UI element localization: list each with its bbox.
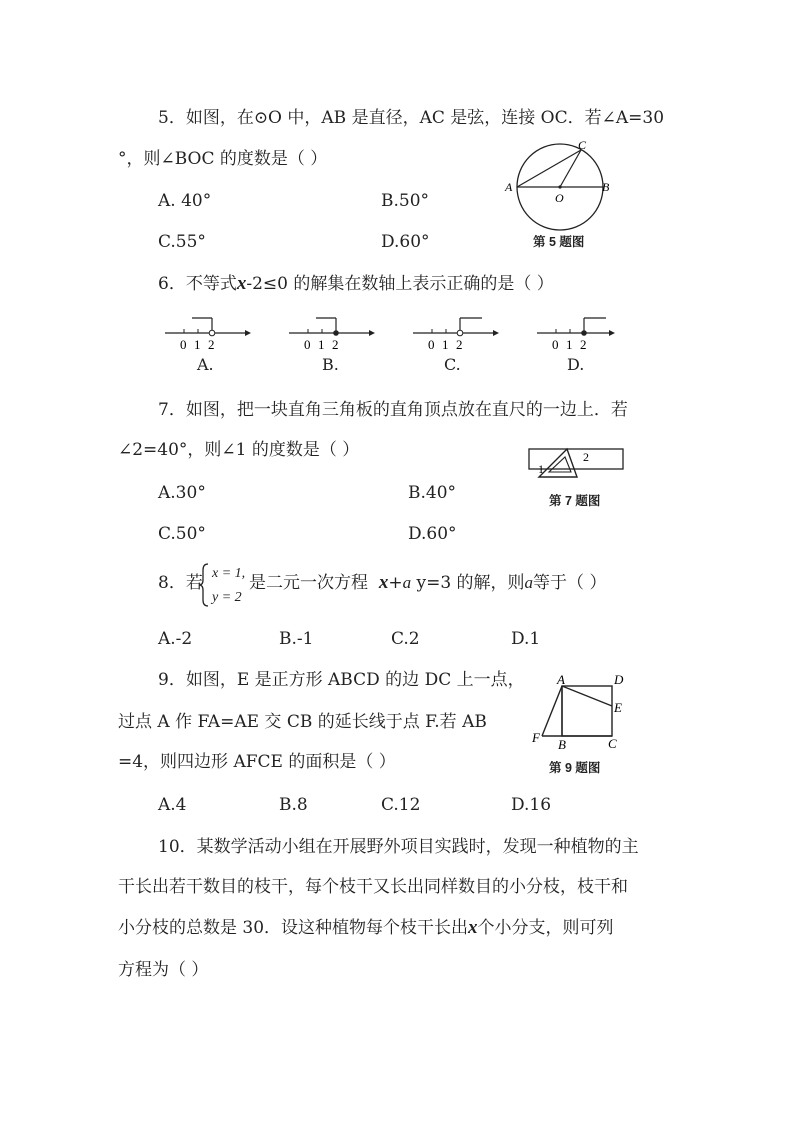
q6-number-line-b: [287, 313, 377, 353]
q7-angle-1-label: 1: [538, 462, 544, 476]
q10-stem-line4: 方程为（ ）: [118, 960, 209, 980]
q8-eq-y: y = 2: [212, 590, 242, 605]
q7-option-c: C.50°: [158, 524, 206, 544]
q6-d-tick-0: 0: [552, 337, 559, 352]
q6-a-tick-2: 2: [208, 337, 215, 352]
q6-number-line-a: [163, 313, 253, 353]
q5-option-a: A. 40°: [158, 191, 212, 211]
q7-stem-line2: ∠2=40°，则∠1 的度数是（ ）: [118, 440, 360, 460]
q7-stem-line1: 7．如图，把一块直角三角板的直角顶点放在直尺的一边上．若: [158, 400, 628, 420]
q8-option-d: D.1: [511, 629, 541, 649]
q6-number-line-c: [411, 313, 501, 353]
q5-label-c: C: [578, 138, 587, 152]
q6-label-c: C.: [444, 355, 461, 374]
q7-option-b: B.40°: [408, 483, 457, 503]
q7-figure-caption: 第 7 题图: [549, 494, 601, 508]
q7-option-a: A.30°: [158, 483, 206, 503]
q9-figure-caption: 第 9 题图: [549, 761, 601, 775]
q6-b-tick-2: 2: [332, 337, 339, 352]
q8-prefix: 8．若: [158, 573, 203, 593]
q5-label-a: A: [505, 180, 513, 194]
q5-option-b: B.50°: [381, 191, 430, 211]
q6-a-tick-0: 0: [180, 337, 187, 352]
q8-option-b: B.-1: [279, 629, 314, 649]
q7-option-d: D.60°: [408, 524, 457, 544]
q6-d-tick-1: 1: [566, 337, 573, 352]
q9-label-a: A: [557, 672, 565, 687]
q9-label-c: C: [608, 736, 617, 751]
q6-c-tick-0: 0: [428, 337, 435, 352]
q5-option-d: D.60°: [381, 232, 430, 252]
q10-stem-line2: 干长出若干数目的枝干，每个枝干又长出同样数目的小分枝，枝干和: [118, 877, 628, 897]
q9-stem-line3: =4，则四边形 AFCE 的面积是（ ）: [118, 752, 396, 772]
q5-stem-line2: °，则∠BOC 的度数是（ ）: [118, 149, 328, 169]
q5-circle-figure: [505, 138, 620, 235]
q8-option-a: A.-2: [158, 629, 193, 649]
q10-stem-line1: 10．某数学活动小组在开展野外项目实践时，发现一种植物的主: [158, 837, 639, 857]
q5-label-o: O: [555, 191, 564, 205]
q6-label-d: D.: [567, 355, 585, 374]
q6-label-a: A.: [197, 355, 214, 374]
q8-eq-x: x = 1,: [212, 566, 246, 581]
q9-option-c: C.12: [381, 795, 421, 815]
q6-c-tick-2: 2: [456, 337, 463, 352]
q9-stem-line1: 9．如图，E 是正方形 ABCD 的边 DC 上一点，: [158, 670, 525, 690]
q9-stem-line2: 过点 A 作 FA=AE 交 CB 的延长线于点 F.若 AB: [118, 712, 487, 732]
q6-label-b: B.: [322, 355, 339, 374]
q7-angle-2-label: 2: [583, 450, 589, 464]
q9-option-b: B.8: [279, 795, 308, 815]
q6-a-tick-1: 1: [194, 337, 201, 352]
q5-stem-line1: 5．如图，在⊙O 中，AB 是直径，AC 是弦，连接 OC．若∠A=30: [158, 108, 665, 128]
q9-label-e: E: [614, 700, 622, 715]
q5-label-b: B: [602, 180, 610, 194]
q9-option-d: D.16: [511, 795, 552, 815]
q6-b-tick-1: 1: [318, 337, 325, 352]
q9-square-figure: [528, 670, 633, 755]
q7-ruler-triangle-figure: [527, 445, 627, 485]
q6-number-line-d: [535, 313, 625, 353]
q8-stem: 是二元一次方程 x+a y=3 的解，则a等于（ ）: [249, 572, 607, 593]
q6-b-tick-0: 0: [304, 337, 311, 352]
q5-figure-caption: 第 5 题图: [533, 235, 585, 249]
q8-option-c: C.2: [391, 629, 420, 649]
q10-stem-line3: 小分枝的总数是 30．设这种植物每个枝干长出x个小分支，则可列: [118, 917, 614, 938]
q9-label-b: B: [558, 737, 566, 752]
q6-d-tick-2: 2: [580, 337, 587, 352]
q9-label-f: F: [532, 730, 540, 745]
q9-option-a: A.4: [158, 795, 187, 815]
q6-stem: 6．不等式x-2≤0 的解集在数轴上表示正确的是（ ）: [158, 273, 554, 294]
q6-c-tick-1: 1: [442, 337, 449, 352]
q5-option-c: C.55°: [158, 232, 206, 252]
q8-brace: [198, 562, 210, 608]
q9-label-d: D: [614, 672, 624, 687]
